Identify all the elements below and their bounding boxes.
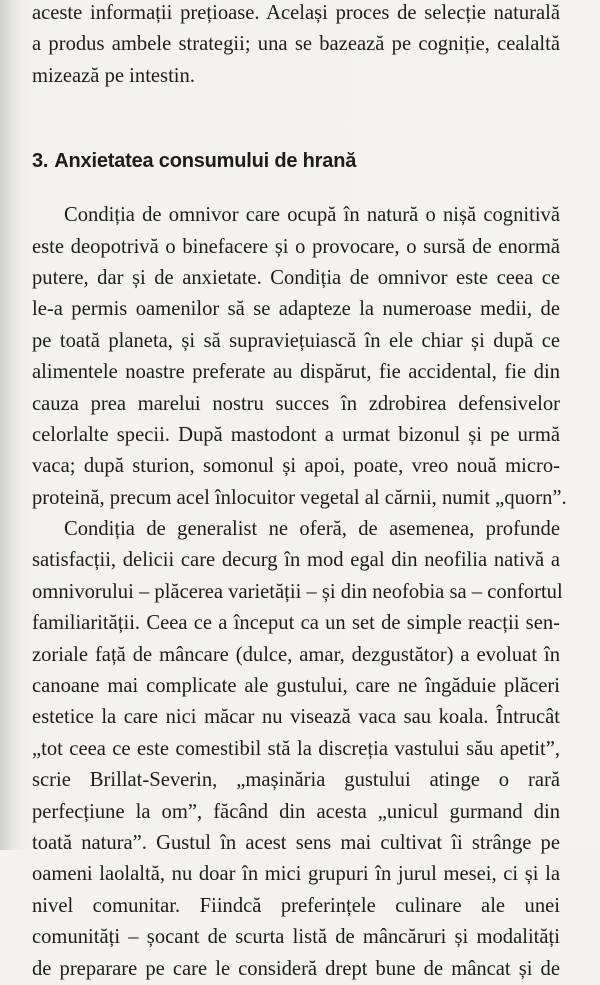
text-line: Condiția de generalist ne oferă, de asemenea, profunde — [64, 518, 560, 541]
text-line: estetice la care nici măcar nu visează vaca sau koala. Întrucât — [32, 706, 560, 729]
text-line: putere, dar și de anxietate. Condiția de omnivor este ceea ce — [32, 266, 560, 289]
text-line: familiarității. Ceea ce a început ca un set de simple reacții sen- — [32, 612, 560, 635]
paragraph-2 — [32, 514, 563, 985]
text-line: cauza prea marelui nostru succes în zdrobirea defensivelor — [32, 392, 560, 415]
text-line: celorlalte specii. După mastodont a urmat bizonul și pe urmă — [32, 423, 560, 446]
text-line: alimentele noastre preferate au dispărut, fie accidental, fie din — [32, 361, 560, 384]
text-line: aceste informații prețioase. Același proces de selecție naturală — [32, 2, 560, 24]
paragraph-1 — [32, 200, 567, 514]
text-line: mizează pe intestin. — [32, 64, 195, 87]
text-line: perfecțiune la om”, făcând din acesta „unicul gurmand din — [32, 800, 560, 823]
text-line: pe toată planeta, și să supraviețuiască în ele chiar și după ce — [32, 329, 560, 352]
text-line: satisfacții, delicii care decurg în mod egal din neofilia nativă a — [32, 549, 560, 572]
text-line: toată natura”. Gustul în acest sens mai cultivat îi strânge pe — [32, 831, 560, 854]
section-number: 3. — [32, 150, 49, 173]
text-line: este deopotrivă o binefacere și o provocare, o sursă de enormă — [32, 235, 560, 258]
text-line: oameni laolaltă, nu doar în mici grupuri în jurul mesei, ci și la — [32, 863, 560, 886]
text-line: „tot ceea ce este comestibil stă la discreția vastului său apetit”, — [32, 737, 560, 760]
text-line: de preparare pe care le consideră drept bune de mâncat și de — [32, 957, 560, 980]
text-line: canoane mai complicate ale gustului, care ne îngăduie plăceri — [32, 675, 560, 698]
text-line: nivel comunitar. Fiindcă preferințele culinare ale unei — [32, 894, 560, 917]
section-title: Anxietatea consumului de hrană — [54, 150, 357, 173]
section-heading — [32, 146, 560, 176]
text-line: zoriale față de mâncare (dulce, amar, dezgustător) a evoluat în — [32, 643, 560, 666]
text-line: a produs ambele strategii; una se bazează pe cogniție, cealaltă — [32, 33, 560, 56]
intro-paragraph — [32, 0, 560, 92]
text-line: Condiția de omnivor care ocupă în natură o nișă cognitivă — [64, 204, 560, 227]
page-text — [32, 0, 567, 985]
text-line: le-a permis oamenilor să se adapteze la numeroase medii, de — [32, 298, 560, 321]
text-line: scrie Brillat-Severin, „mașinăria gustului atinge o rară — [32, 769, 560, 792]
text-line: comunități – șocant de scurta listă de mâncăruri și modalități — [32, 926, 560, 949]
text-line: omnivorului – plăcerea varietății – și din neofobia sa – confortul — [32, 580, 563, 603]
text-line: vaca; după sturion, somonul și apoi, poate, vreo nouă micro- — [32, 455, 560, 478]
text-line: proteină, precum acel înlocuitor vegetal al cărnii, numit „quorn”. — [32, 486, 567, 509]
